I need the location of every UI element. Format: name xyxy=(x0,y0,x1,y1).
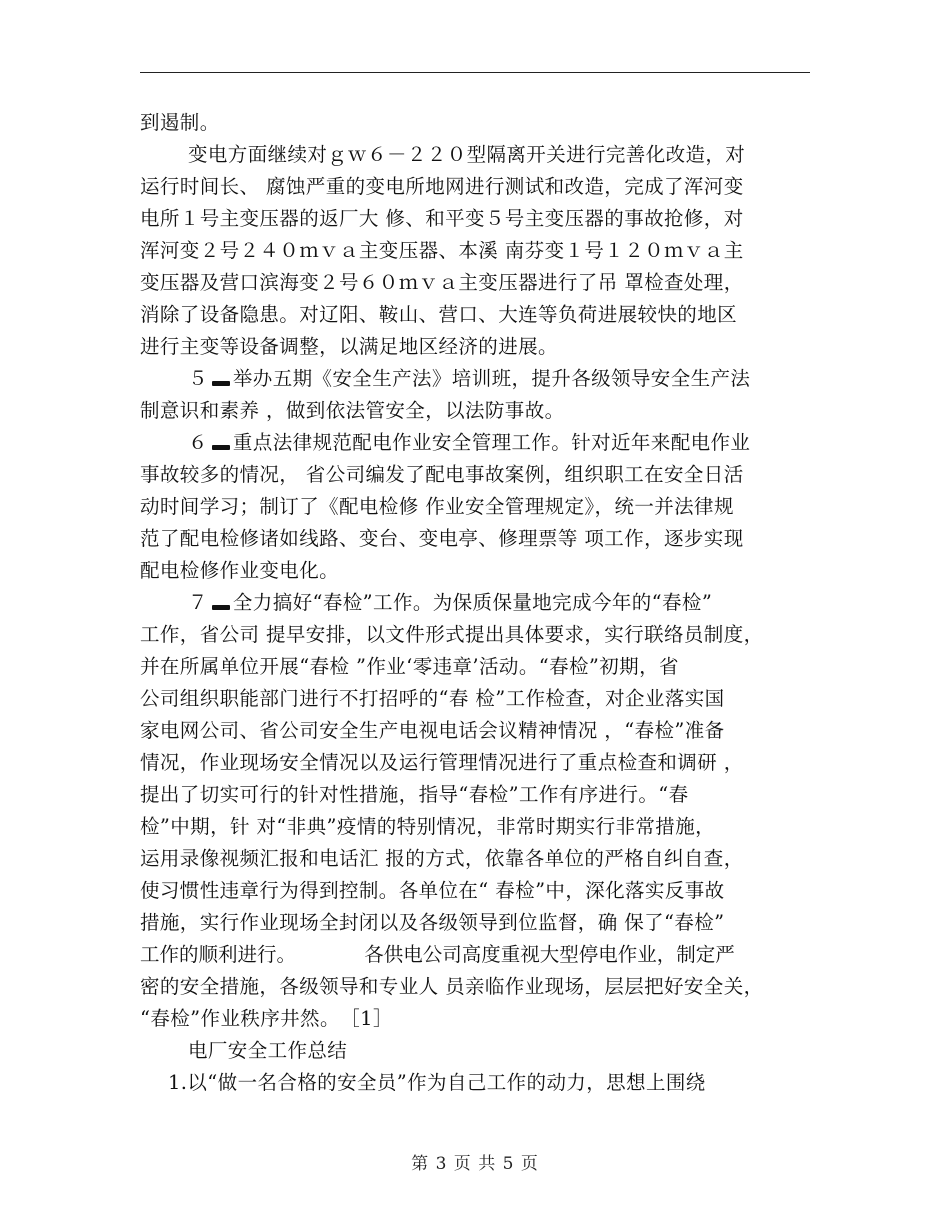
text-line: 浑河变２号２４０ｍｖａ主变压器、本溪 南芬变１号１２０ｍｖａ主 xyxy=(140,239,744,262)
text-line: 措施，实行作业现场全封闭以及各级领导到位监督，确 保了“春检” xyxy=(140,911,725,934)
text-line: 重点法律规范配电作业安全管理工作。针对近年来配电作业 xyxy=(232,431,751,454)
text-line: 密的安全措施，各级领导和专业人 员亲临作业现场，层层把好安全关， xyxy=(140,975,764,998)
text-line: 进行主变等设备调整，以满足地区经济的进展。 xyxy=(140,335,558,358)
text-line: 变电方面继续对ｇｗ６－２２０型隔离开关进行完善化改造，对 xyxy=(188,143,746,166)
list-number: ６ xyxy=(188,431,208,454)
text-line: 运行时间长、 腐蚀严重的变电所地网进行测试和改造，完成了浑河变 xyxy=(140,175,744,198)
text-line: 配电检修作业变电化。 xyxy=(140,559,340,582)
list-separator-icon xyxy=(212,378,230,386)
text-line: 工作的顺利进行。 各供电公司高度重视大型停电作业，制定严 xyxy=(140,943,735,966)
text-line: 举办五期《安全生产法》培训班，提升各级领导安全生产法 xyxy=(232,367,751,390)
text-line: 消除了设备隐患。对辽阳、鞍山、营口、大连等负荷进展较快的地区 xyxy=(140,303,738,326)
list-item-6 xyxy=(140,427,820,459)
list-number: ７ xyxy=(188,591,208,614)
text-line: 到遏制。 xyxy=(140,111,220,134)
text-line: “春检”作业秩序井然。 ［1］ xyxy=(140,1007,393,1030)
list-item-5 xyxy=(140,363,820,395)
list-item-7 xyxy=(140,587,820,619)
section-heading: 电厂安全工作总结 xyxy=(188,1039,348,1062)
text-line: 提出了切实可行的针对性措施，指导“春检”工作有序进行。“春 xyxy=(140,783,689,806)
page-number: 第 3 页 共 5 页 xyxy=(411,1154,539,1174)
text-line: 并在所属单位开展“春检 ”作业‘零违章’活动。“春检”初期，省 xyxy=(140,655,679,678)
text-line: 1.以“做一名合格的安全员”作为自己工作的动力，思想上围绕 xyxy=(168,1071,706,1094)
list-separator-icon xyxy=(212,602,230,610)
body-text xyxy=(140,107,820,1099)
text-line: 事故较多的情况， 省公司编发了配电事故案例，组织职工在安全日活 xyxy=(140,463,744,486)
text-line: 公司组织职能部门进行不打招呼的“春 检”工作检查，对企业落实国 xyxy=(140,687,725,710)
text-line: 变压器及营口滨海变２号６０ｍｖａ主变压器进行了吊 罩检查处理， xyxy=(140,271,744,294)
text-line: 家电网公司、省公司安全生产电视电话会议精神情况 ，“春检”准备 xyxy=(140,719,725,742)
text-line: 范了配电检修诸如线路、变台、变电亭、修理票等 项工作，逐步实现 xyxy=(140,527,744,550)
text-line: 检”中期，针 对“非典”疫情的特别情况，非常时期实行非常措施， xyxy=(140,815,716,838)
text-line: 情况，作业现场安全情况以及运行管理情况进行了重点检查和调研 ， xyxy=(140,751,744,774)
text-line: 动时间学习；制订了《配电检修 作业安全管理规定》，统一并法律规 xyxy=(140,495,734,518)
text-line: 电所１号主变压器的返厂大 修、和平变５号主变压器的事故抢修，对 xyxy=(140,207,744,230)
text-line: 制意识和素养 ，做到依法管安全，以法防事故。 xyxy=(140,399,565,422)
list-number: ５ xyxy=(188,367,208,390)
text-line: 工作，省公司 提早安排，以文件形式提出具体要求，实行联络员制度， xyxy=(140,623,764,646)
text-line: 运用录像视频汇报和电话汇 报的方式，依靠各单位的严格自纠自查， xyxy=(140,847,744,870)
list-separator-icon xyxy=(212,442,230,450)
text-line: 全力搞好“春检”工作。为保质保量地完成今年的“春检” xyxy=(232,591,713,614)
header-rule xyxy=(140,72,810,73)
text-line: 使习惯性违章行为得到控制。各单位在“ 春检”中，深化落实反事故 xyxy=(140,879,725,902)
